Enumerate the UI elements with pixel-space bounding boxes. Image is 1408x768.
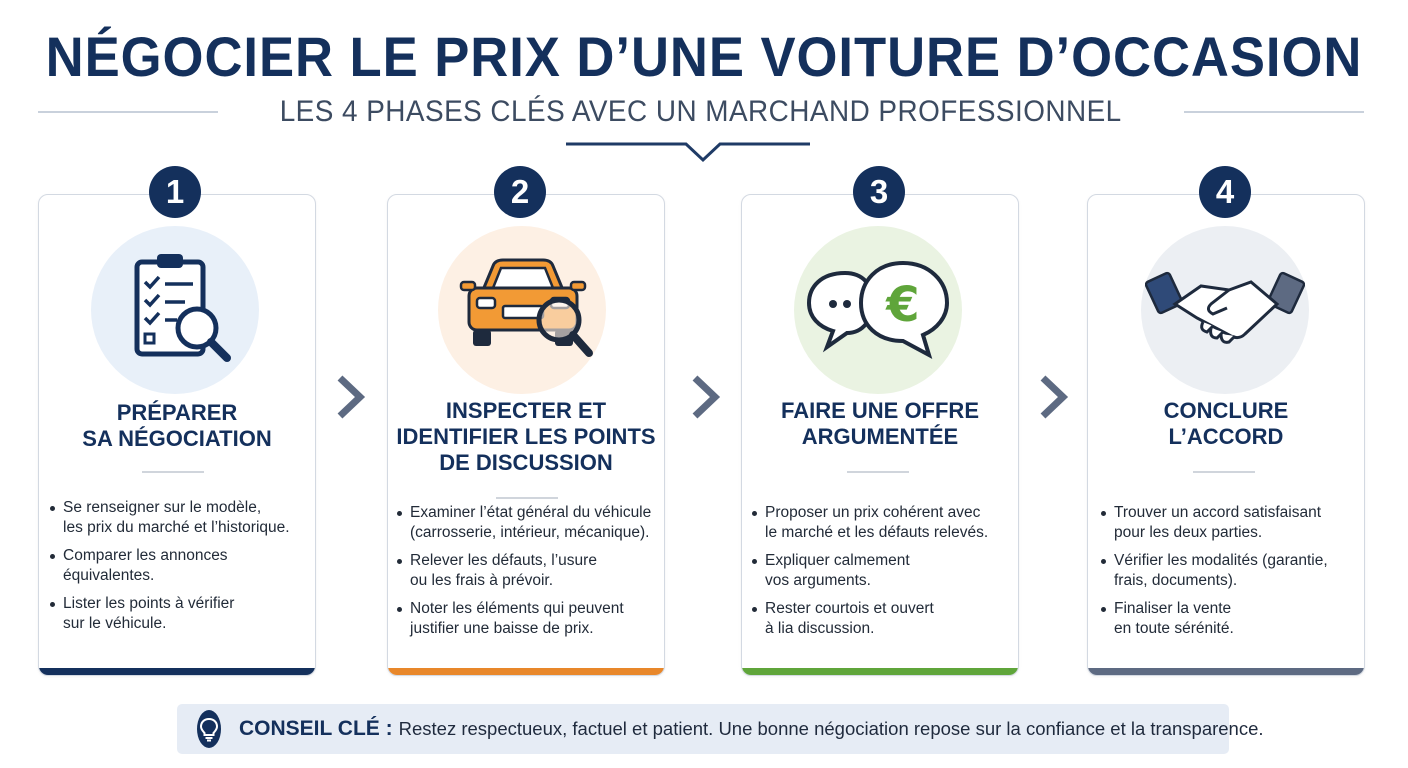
tip-banner	[177, 704, 1264, 754]
list-item: Comparer les annonces équivalentes.	[50, 546, 290, 585]
subtitle-rule-right	[1184, 111, 1364, 113]
page-title: NÉGOCIER LE PRIX D’UNE VOITURE D’OCCASION	[45, 25, 1363, 88]
list-item: Proposer un prix cohérent avec le marché et les défauts relevés.	[752, 503, 988, 542]
phase-1-bullets	[50, 498, 290, 642]
list-item: Relever les défauts, l’usure ou les frais à prévoir.	[397, 551, 651, 590]
lightbulb-icon	[197, 710, 221, 748]
list-item: Rester courtois et ouvert à lia discussion.	[752, 599, 988, 638]
phase-2-divider	[496, 497, 558, 499]
phase-4-bullets	[1101, 503, 1328, 647]
phase-2-title: INSPECTER ET IDENTIFIER LES POINTS DE DISCUSSION	[396, 398, 656, 475]
svg-text:€: €	[886, 277, 920, 333]
phase-4-title: CONCLURE L’ACCORD	[1163, 398, 1289, 449]
phase-1-accent-bar	[39, 668, 315, 675]
subtitle-row	[38, 92, 1364, 132]
phase-1-title: PRÉPARER SA NÉGOCIATION	[82, 400, 272, 451]
chevron-down-icon	[566, 140, 810, 164]
phase-4-number-badge: 4	[1199, 166, 1251, 218]
phase-1-divider	[142, 471, 204, 473]
phase-1-number-badge: 1	[149, 166, 201, 218]
car-magnifier-icon	[438, 226, 606, 394]
phase-3-bullets	[752, 503, 988, 647]
subtitle-rule-left	[38, 111, 218, 113]
speech-bubbles-euro-icon	[794, 226, 962, 394]
handshake-icon	[1141, 226, 1309, 394]
list-item: Finaliser la vente en toute sérénité.	[1101, 599, 1328, 638]
chevron-right-icon	[333, 374, 367, 420]
list-item: Noter les éléments qui peuvent justifier une baisse de prix.	[397, 599, 651, 638]
phase-2-accent-bar	[388, 668, 664, 675]
chevron-right-icon	[1036, 374, 1070, 420]
phase-3-divider	[847, 471, 909, 473]
phase-2-bullets	[397, 503, 651, 647]
list-item: Trouver un accord satisfaisant pour les deux parties.	[1101, 503, 1328, 542]
list-item: Lister les points à vérifier sur le véhicule.	[50, 594, 290, 633]
chevron-right-icon	[688, 374, 722, 420]
phase-4-accent-bar	[1088, 668, 1364, 675]
phase-3-accent-bar	[742, 668, 1018, 675]
list-item: Se renseigner sur le modèle, les prix du marché et l’historique.	[50, 498, 290, 537]
list-item: Examiner l’état général du véhicule (carrosserie, intérieur, mécanique).	[397, 503, 651, 542]
phase-4-divider	[1193, 471, 1255, 473]
phase-3-number-badge: 3	[853, 166, 905, 218]
page-subtitle: LES 4 PHASES CLÉS AVEC UN MARCHAND PROFESSIONNEL	[280, 95, 1122, 128]
phase-3-title: FAIRE UNE OFFRE ARGUMENTÉE	[780, 398, 979, 449]
list-item: Expliquer calmement vos arguments.	[752, 551, 988, 590]
list-item: Vérifier les modalités (garantie, frais, documents).	[1101, 551, 1328, 590]
phase-2-number-badge: 2	[494, 166, 546, 218]
clipboard-magnifier-icon	[91, 226, 259, 394]
tip-text: Restez respectueux, factuel et patient. Une bonne négociation repose sur la confiance et la transparence.	[398, 718, 1264, 739]
tip-label: CONSEIL CLÉ :	[239, 717, 393, 740]
